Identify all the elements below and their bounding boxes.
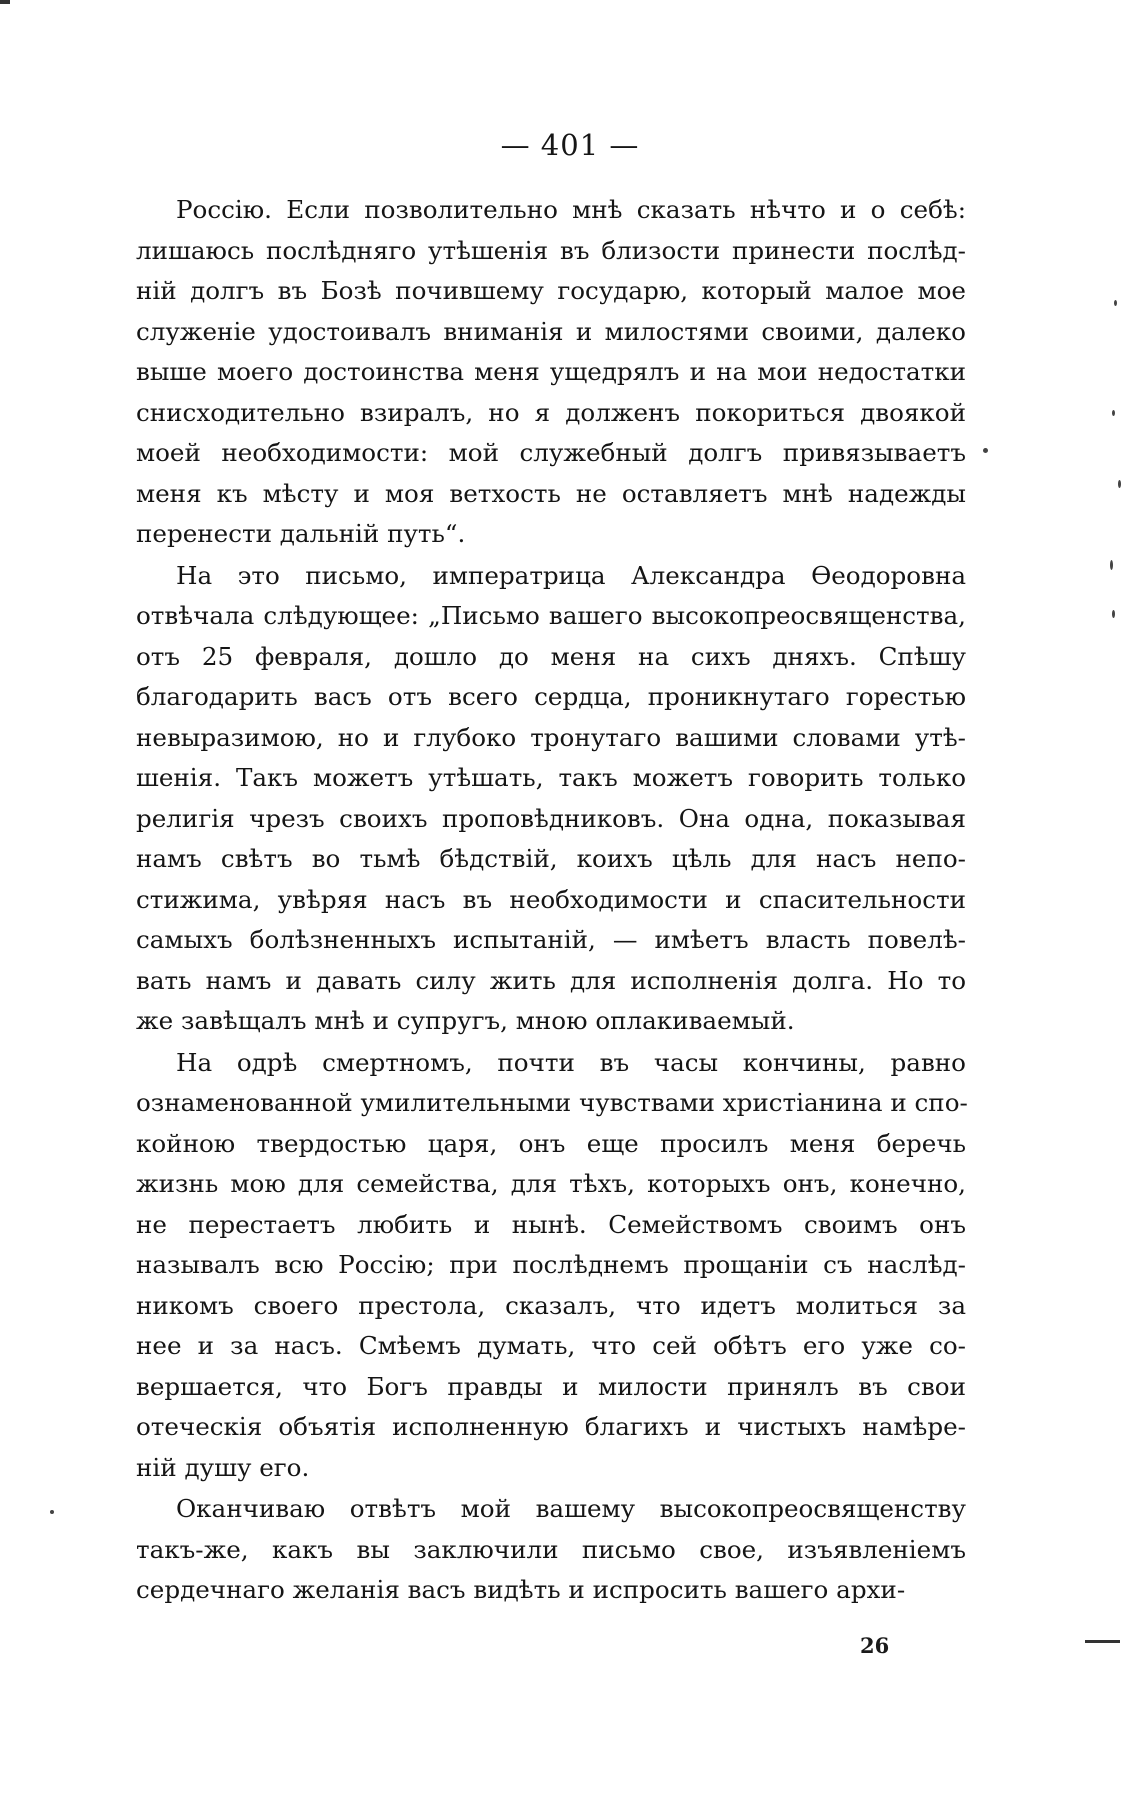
text-line: снисходительно взиралъ, но я долженъ покориться двоякой (136, 397, 966, 427)
text-line: никомъ своего престола, сказалъ, что идетъ молиться за (136, 1290, 966, 1320)
page-number: — 401 — (500, 128, 640, 162)
paragraph (136, 190, 966, 555)
paragraph (136, 556, 966, 1042)
text-line: же завѣщалъ мнѣ и супругъ, мною оплакиваемый. (136, 1006, 795, 1035)
text-line: перенести дальній путь“. (136, 519, 466, 548)
scan-speck (1114, 300, 1117, 306)
text-line: самыхъ болѣзненныхъ испытаній, — имѣетъ власть повелѣ- (136, 925, 966, 954)
text-line: Россію. Если позволительно мнѣ сказать нѣчто и о себѣ: (176, 195, 966, 224)
text-line: лишаюсь послѣдняго утѣшенія въ близости принести послѣд- (136, 235, 966, 265)
printer-signature-mark: 26 (860, 1633, 890, 1658)
scan-speck (983, 448, 988, 453)
text-line: На это письмо, императрица Александра Ѳеодоровна (176, 560, 966, 590)
text-line: благодарить васъ отъ всего сердца, проникнутаго горестью (136, 682, 966, 711)
scan-corner-mark (0, 0, 10, 4)
scan-edge-mark (1085, 1640, 1120, 1643)
body-text (136, 190, 966, 1611)
text-line: На одрѣ смертномъ, почти въ часы кончины, равно (176, 1047, 966, 1077)
text-line: сердечнаго желанія васъ видѣть и испросить вашего архи- (136, 1575, 906, 1604)
text-line: отеческія объятія исполненную благихъ и чистыхъ намѣре- (136, 1412, 966, 1441)
text-line: называлъ всю Россію; при послѣднемъ прощаніи съ наслѣд- (136, 1250, 966, 1279)
text-line: Оканчиваю отвѣтъ мой вашему высокопреосвященству (176, 1494, 966, 1523)
text-line: религія чрезъ своихъ проповѣдниковъ. Она одна, показывая (136, 803, 966, 833)
scan-speck (1118, 480, 1121, 488)
text-line: ознаменованной умилительными чувствами христіанина и спо- (136, 1088, 968, 1117)
paragraph (136, 1489, 966, 1611)
text-line: нее и за насъ. Смѣемъ думать, что сей обѣтъ его уже со- (136, 1331, 966, 1360)
text-line: не перестаетъ любить и нынѣ. Семействомъ своимъ онъ (136, 1209, 966, 1239)
text-line: ній долгъ въ Бозѣ почившему государю, который малое мое (136, 276, 966, 305)
text-line: ній душу его. (136, 1452, 310, 1482)
scan-speck (1112, 610, 1115, 618)
text-line: койною твердостью царя, онъ еще просилъ меня беречь (136, 1128, 966, 1158)
scan-speck (1112, 410, 1115, 416)
text-line: моей необходимости: мой служебный долгъ привязываетъ (136, 438, 966, 467)
text-line: отъ 25 февраля, дошло до меня на сихъ дняхъ. Спѣшу (136, 641, 966, 671)
text-line: намъ свѣтъ во тьмѣ бѣдствій, коихъ цѣль для насъ непо- (136, 844, 966, 873)
text-line: жизнь мою для семейства, для тѣхъ, которыхъ онъ, конечно, (136, 1169, 966, 1198)
text-line: невыразимою, но и глубоко тронутаго вашими словами утѣ- (136, 722, 966, 752)
text-line: стижима, увѣряя насъ въ необходимости и спасительности (136, 884, 966, 914)
paragraph (136, 1043, 966, 1489)
text-line: выше моего достоинства меня ущедрялъ и на мои недостатки (136, 357, 966, 386)
text-line: вершается, что Богъ правды и милости принялъ въ свои (136, 1371, 966, 1401)
scan-speck (1110, 560, 1113, 570)
text-line: служеніе удостоивалъ вниманія и милостями своими, далеко (136, 316, 966, 346)
text-line: вать намъ и давать силу жить для исполненія долга. Но то (136, 965, 966, 995)
text-line: меня къ мѣсту и моя ветхость не оставляетъ мнѣ надежды (136, 478, 966, 508)
text-line: отвѣчала слѣдующее: „Письмо вашего высокопреосвященства, (136, 601, 966, 630)
scan-speck (50, 1510, 54, 1514)
text-line: такъ-же, какъ вы заключили письмо свое, изъявленіемъ (136, 1534, 966, 1564)
text-line: шенія. Такъ можетъ утѣшать, такъ можетъ говорить только (136, 763, 966, 792)
